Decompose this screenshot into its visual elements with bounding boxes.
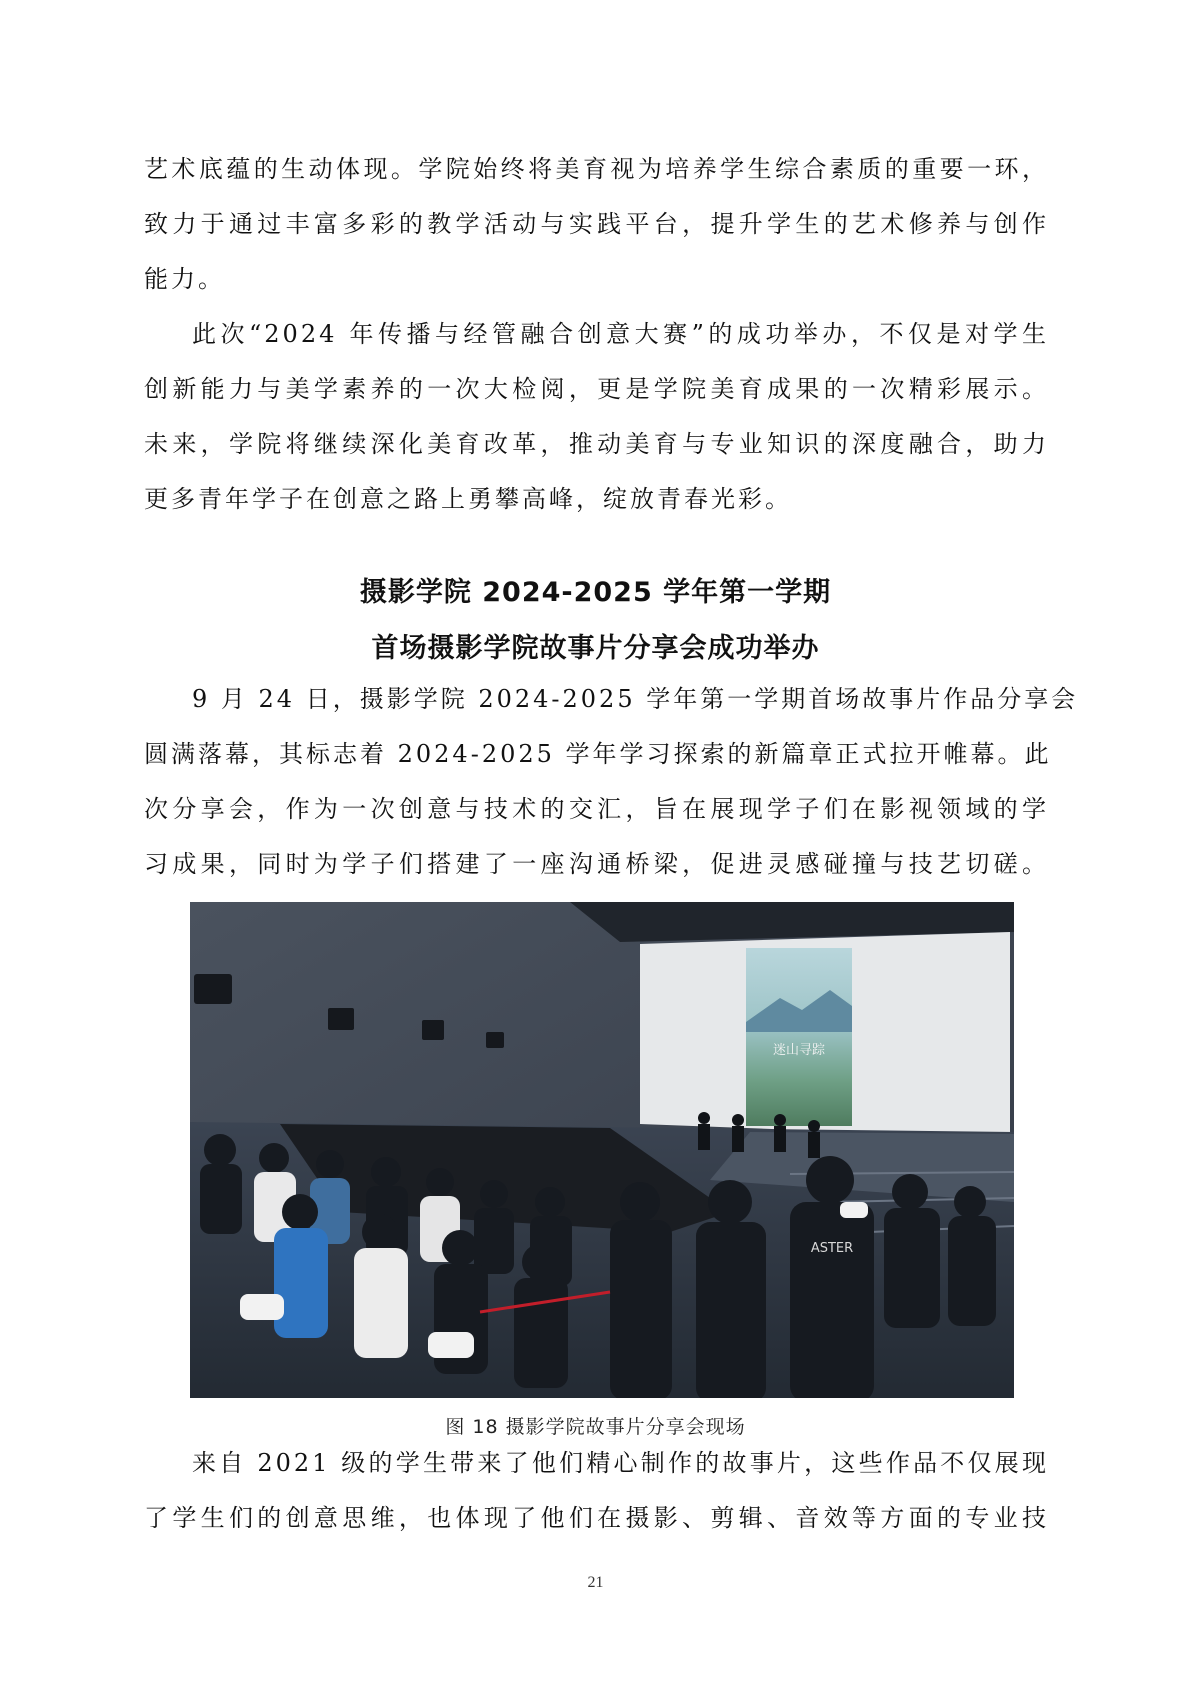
paragraph-line: 9 月 24 日，摄影学院 2024-2025 学年第一学期首场故事片作品分享会 <box>192 685 1079 713</box>
poster-title: 迷山寻踪 <box>772 1043 826 1058</box>
paragraph-line: 此次“2024 年传播与经管融合创意大赛”的成功举办，不仅是对学生 <box>192 320 1049 348</box>
wall-speaker <box>422 1020 444 1040</box>
shirt-logo-text: ASTER <box>810 1241 854 1256</box>
screening-room-illustration <box>190 902 1014 1398</box>
paragraph-line: 致力于通过丰富多彩的教学活动与实践平台，提升学生的艺术修养与创作 <box>144 210 1049 238</box>
figure-caption: 图 18 摄影学院故事片分享会现场 <box>445 1416 746 1438</box>
paragraph-line: 圆满落幕，其标志着 2024-2025 学年学习探索的新篇章正式拉开帷幕。此 <box>144 740 1052 768</box>
wall-speaker <box>328 1008 354 1030</box>
event-photo <box>190 902 1014 1398</box>
wall-speaker <box>486 1032 504 1048</box>
page-number: 21 <box>587 1574 604 1591</box>
paragraph-line: 创新能力与美学素养的一次大检阅，更是学院美育成果的一次精彩展示。 <box>144 375 1049 403</box>
film-poster <box>746 948 852 1126</box>
paragraph-line: 次分享会，作为一次创意与技术的交汇，旨在展现学子们在影视领域的学 <box>144 795 1049 823</box>
section-heading-line-2: 首场摄影学院故事片分享会成功举办 <box>371 633 820 664</box>
paragraph-line: 来自 2021 级的学生带来了他们精心制作的故事片，这些作品不仅展现 <box>192 1449 1049 1477</box>
section-heading-line-1: 摄影学院 2024-2025 学年第一学期 <box>359 577 832 608</box>
paragraph-line: 未来，学院将继续深化美育改革，推动美育与专业知识的深度融合，助力 <box>144 430 1049 458</box>
paragraph-line: 能力。 <box>144 265 225 293</box>
wall-speaker <box>194 974 232 1004</box>
paragraph-line: 习成果，同时为学子们搭建了一座沟通桥梁，促进灵感碰撞与技艺切磋。 <box>144 850 1049 878</box>
paragraph-line: 更多青年学子在创意之路上勇攀高峰，绽放青春光彩。 <box>144 485 792 513</box>
paragraph-line: 了学生们的创意思维，也体现了他们在摄影、剪辑、音效等方面的专业技 <box>144 1504 1049 1532</box>
paragraph-line: 艺术底蕴的生动体现。学院始终将美育视为培养学生综合素质的重要一环， <box>144 155 1049 183</box>
